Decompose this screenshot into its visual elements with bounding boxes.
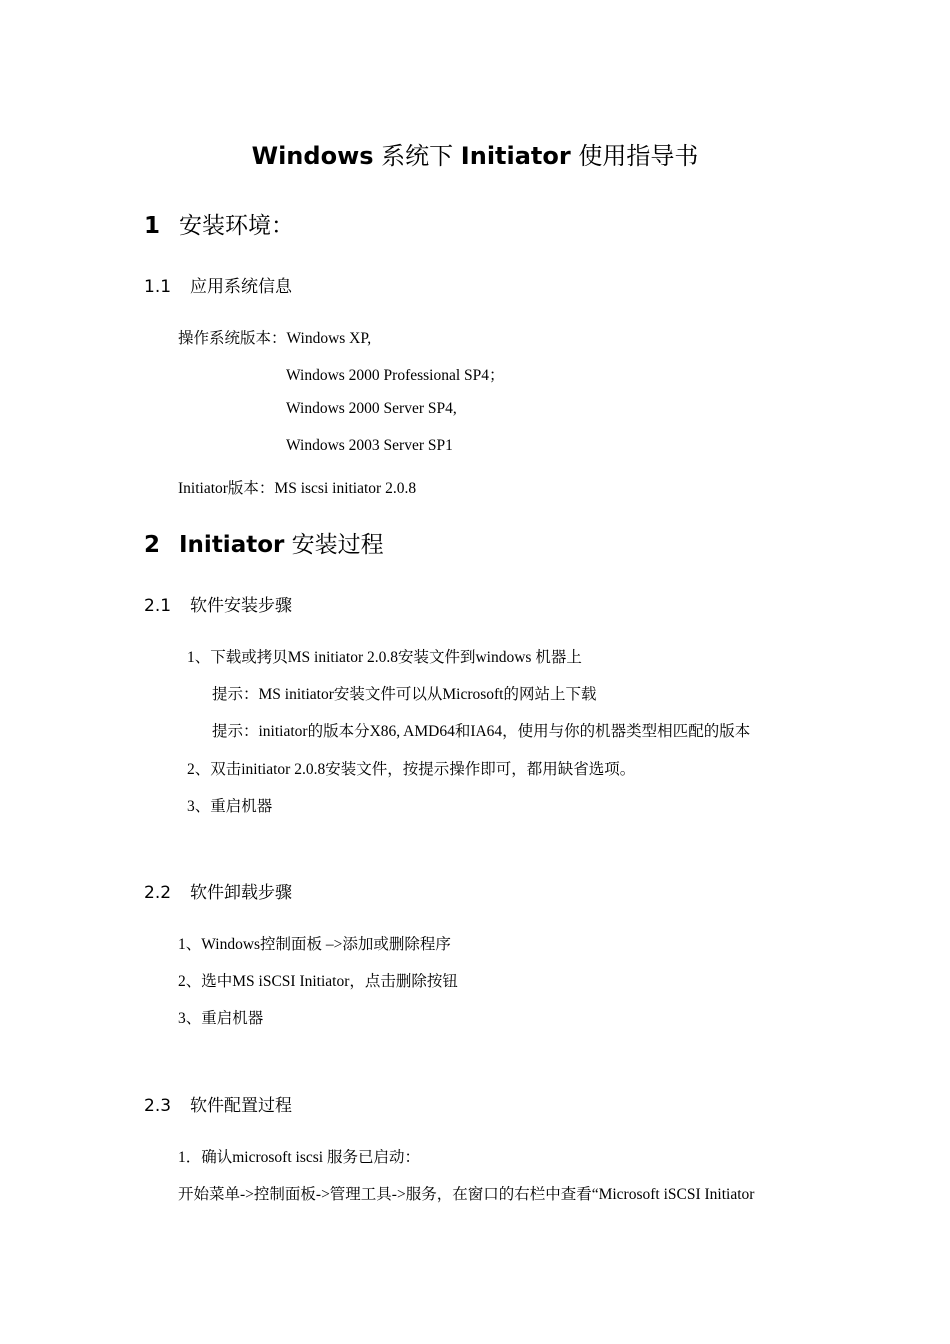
heading-2-number: 2 bbox=[144, 532, 161, 558]
heading-2-1 bbox=[144, 591, 292, 616]
heading-2-1-text: 软件安装步骤 bbox=[190, 596, 292, 616]
heading-2-3-number: 2.3 bbox=[144, 1096, 172, 1116]
title-latin-a: Windows bbox=[251, 142, 374, 170]
title-cjk-b: 使用指导书 bbox=[570, 142, 699, 170]
document-title bbox=[0, 136, 950, 171]
heading-2-2 bbox=[144, 878, 292, 903]
heading-1-1-number: 1.1 bbox=[144, 277, 172, 297]
install-step: 3、重启机器 bbox=[187, 798, 273, 815]
install-tip: 提示：MS initiator安装文件可以从Microsoft的网站上下载 bbox=[212, 686, 597, 703]
heading-1-text: 安装环境： bbox=[179, 213, 294, 239]
heading-2-1-number: 2.1 bbox=[144, 596, 172, 616]
heading-1-1-text: 应用系统信息 bbox=[190, 277, 292, 297]
config-step: 1．确认microsoft iscsi 服务已启动： bbox=[178, 1149, 420, 1166]
heading-2-3 bbox=[144, 1091, 292, 1116]
uninstall-step: 1、Windows控制面板 –>添加或删除程序 bbox=[178, 936, 451, 953]
heading-2-text: 安装过程 bbox=[284, 532, 384, 558]
os-version-line: 操作系统版本：Windows XP, bbox=[178, 330, 372, 347]
heading-1-1 bbox=[144, 272, 292, 297]
heading-2-2-number: 2.2 bbox=[144, 883, 172, 903]
os-version-line: Windows 2000 Professional SP4； bbox=[286, 367, 505, 384]
uninstall-step: 3、重启机器 bbox=[178, 1010, 264, 1027]
title-cjk-a: 系统下 bbox=[373, 142, 461, 170]
uninstall-step: 2、选中MS iSCSI Initiator，点击删除按钮 bbox=[178, 973, 458, 990]
install-tip: 提示：initiator的版本分X86, AMD64和IA64，使用与你的机器类型相匹配的版本 bbox=[212, 723, 751, 740]
heading-1-number: 1 bbox=[144, 213, 161, 239]
heading-2-3-text: 软件配置过程 bbox=[190, 1096, 292, 1116]
heading-2-latin: Initiator bbox=[179, 532, 285, 558]
os-version-line: Windows 2003 Server SP1 bbox=[286, 437, 453, 454]
heading-1 bbox=[144, 207, 294, 240]
install-step: 2、双击initiator 2.0.8安装文件，按提示操作即可，都用缺省选项。 bbox=[187, 761, 636, 778]
install-step: 1、下载或拷贝MS initiator 2.0.8安装文件到windows 机器上 bbox=[187, 649, 582, 666]
heading-2-2-text: 软件卸载步骤 bbox=[190, 883, 292, 903]
title-latin-b: Initiator bbox=[460, 142, 571, 170]
config-instruction: 开始菜单->控制面板->管理工具->服务，在窗口的右栏中查看“Microsoft iSCSI Initiator bbox=[178, 1186, 755, 1203]
os-version-line: Windows 2000 Server SP4, bbox=[286, 400, 457, 417]
initiator-version-line: Initiator版本：MS iscsi initiator 2.0.8 bbox=[178, 480, 417, 497]
heading-2 bbox=[144, 526, 384, 559]
